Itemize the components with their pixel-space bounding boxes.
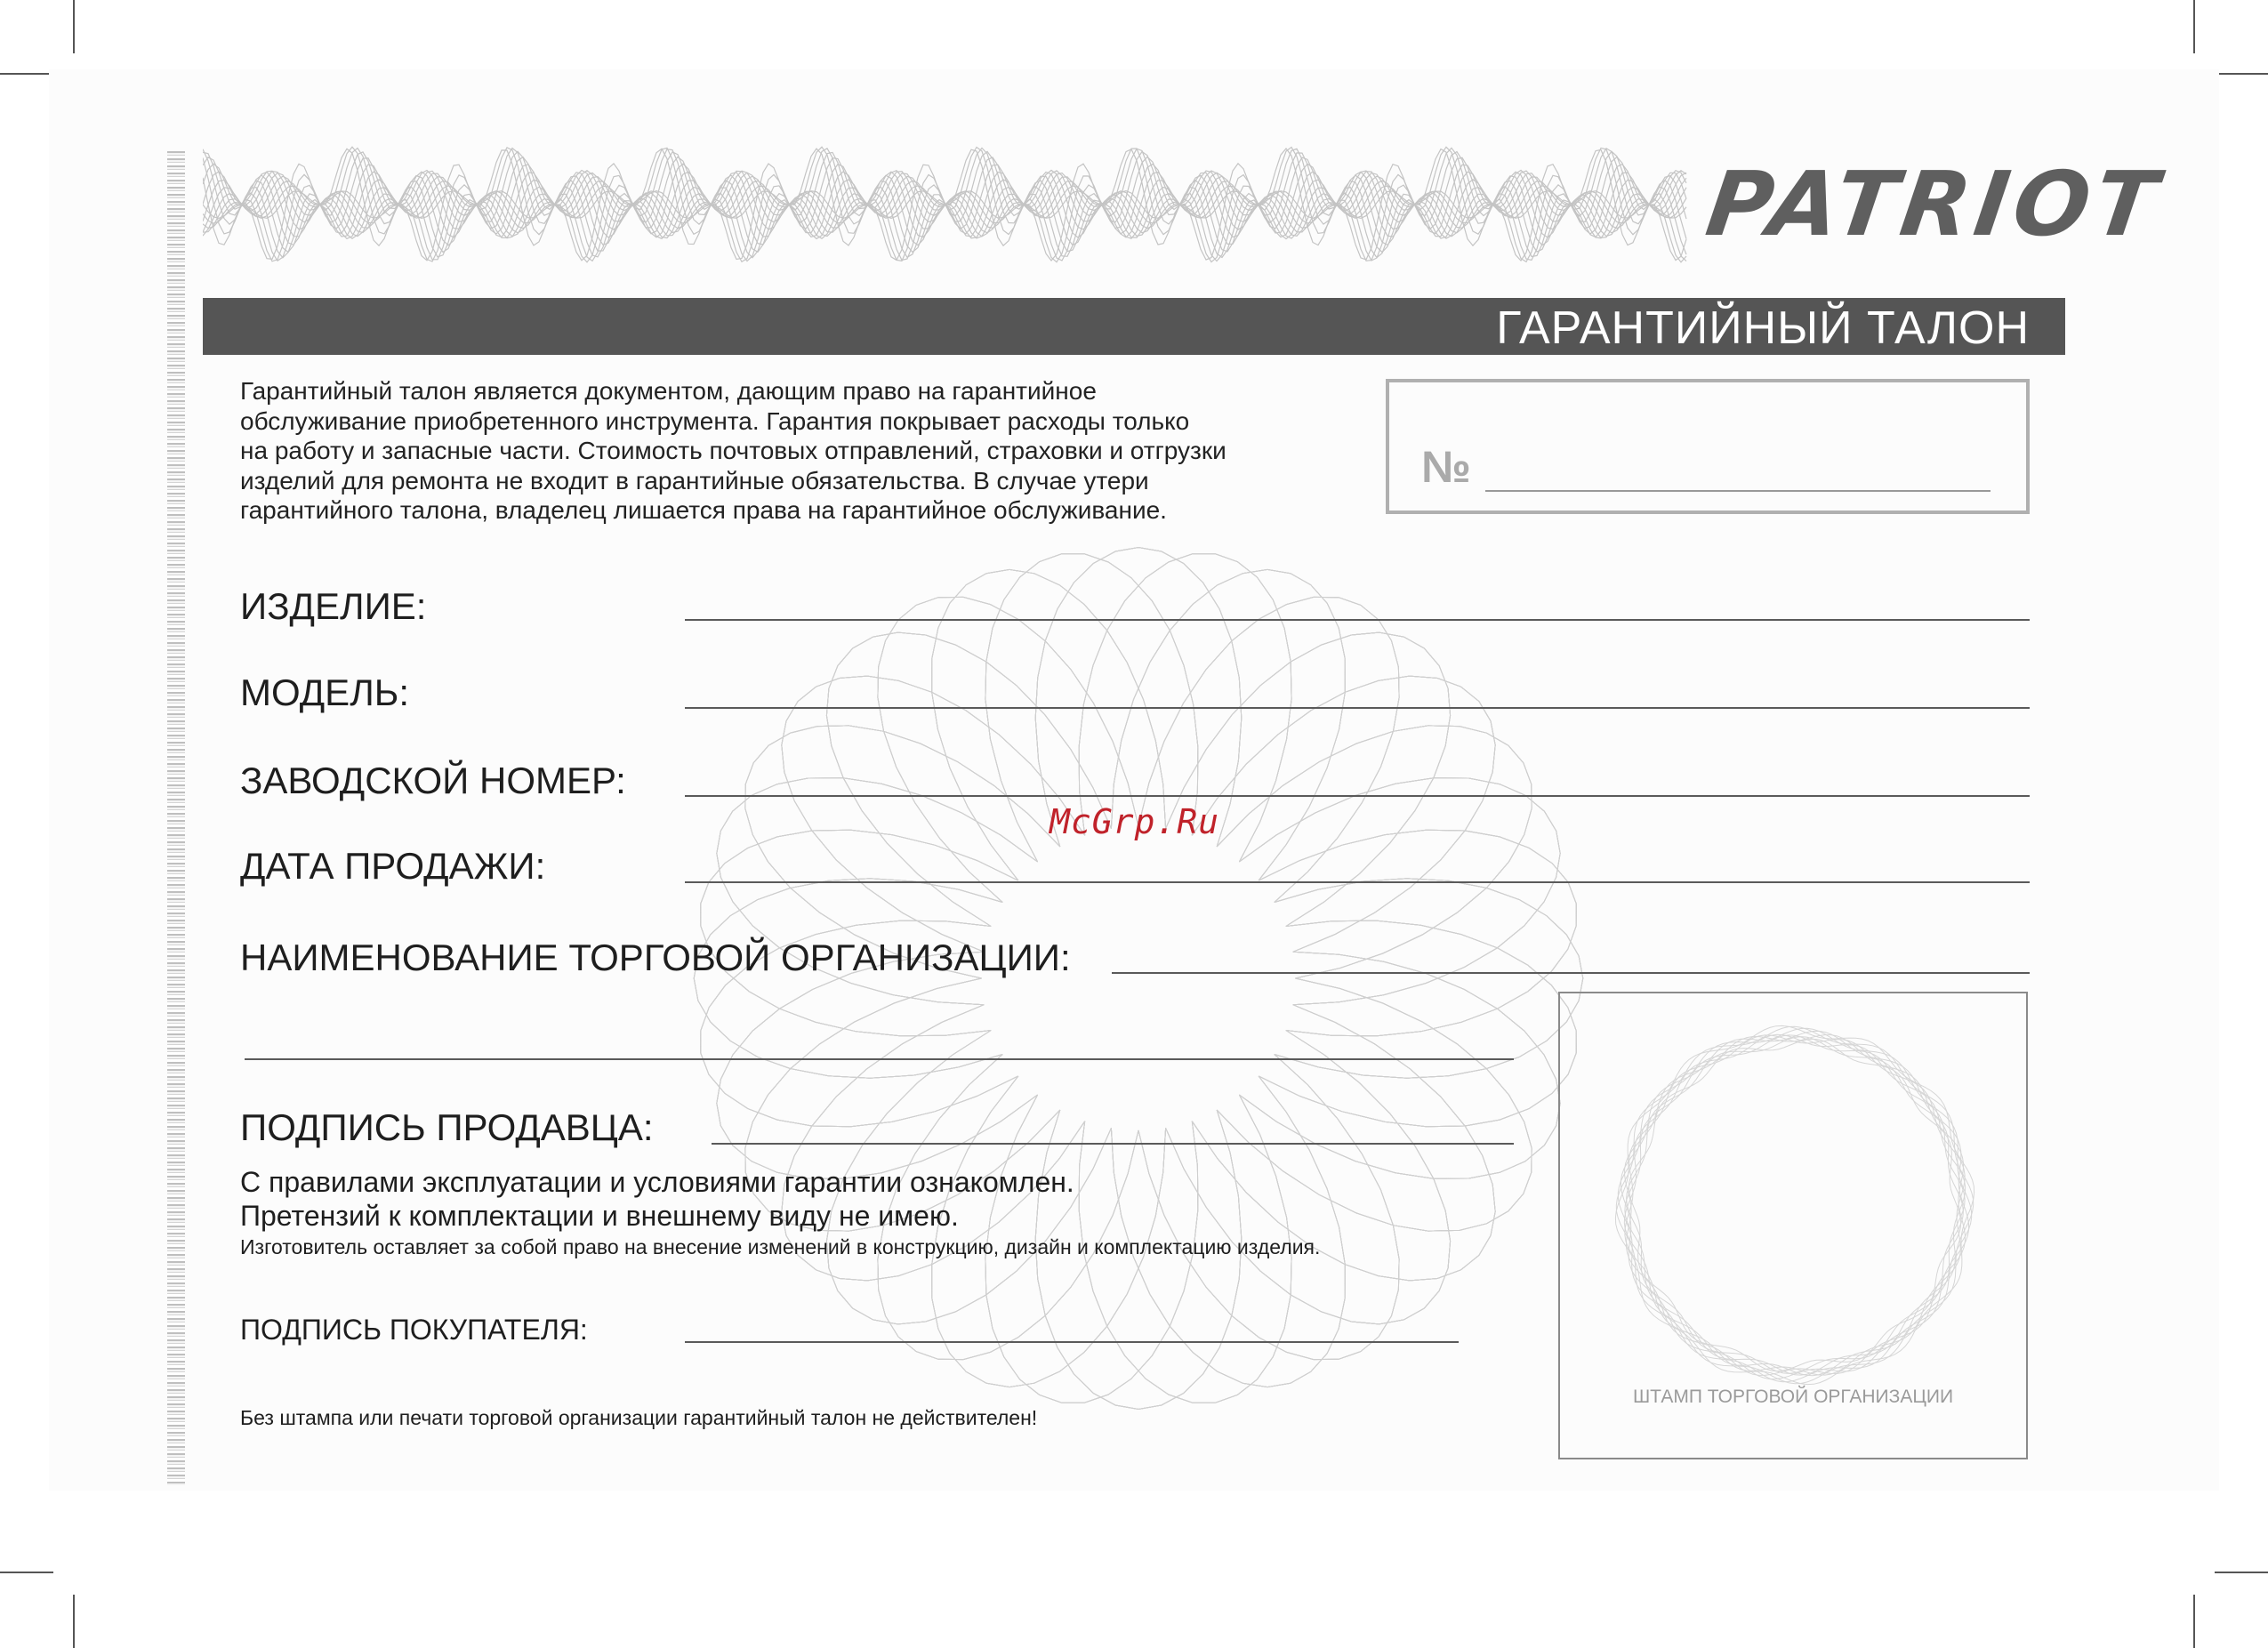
intro-line: обслуживание приобретенного инструмента. Гарантия покрывает расходы только xyxy=(240,406,1190,435)
crop-mark-top-right-v xyxy=(2193,0,2195,53)
page-title: ГАРАНТИЙНЫЙ ТАЛОН xyxy=(1496,302,2030,354)
crop-mark-top-right-h xyxy=(2215,73,2268,75)
guilloche-rosette xyxy=(569,498,1725,1494)
patriot-logo: PATRIOT xyxy=(1700,152,2168,256)
footer-note: Без штампа или печати торговой организации гарантийный талон не действителен! xyxy=(240,1406,1038,1429)
buyer-signature-field[interactable] xyxy=(685,1341,1459,1343)
crop-mark-top-left-v xyxy=(73,0,75,53)
product-label: ИЗДЕЛИЕ: xyxy=(240,585,427,627)
sale-date-field[interactable] xyxy=(685,881,2030,883)
guilloche-band-pattern xyxy=(203,133,1688,276)
stamp-ring xyxy=(1618,1028,1971,1381)
stamp-ring xyxy=(1627,1037,1964,1374)
crop-mark-bottom-left-v xyxy=(73,1595,75,1648)
organization-field[interactable] xyxy=(1112,972,2030,974)
stamp-label: ШТАМП ТОРГОВОЙ ОРГАНИЗАЦИИ xyxy=(1632,1387,1954,1407)
stamp-ring xyxy=(1615,1025,1974,1384)
acknowledgement-line-2: Претензий к комплектации и внешнему виду не имею. xyxy=(240,1200,959,1232)
manufacturer-note: Изготовитель оставляет за собой право на внесение изменений в конструкцию, дизайн и комплектацию изделия. xyxy=(240,1235,1321,1258)
model-field[interactable] xyxy=(685,707,2030,709)
organization-label: НАИМЕНОВАНИЕ ТОРГОВОЙ ОРГАНИЗАЦИИ: xyxy=(240,937,1071,978)
crop-mark-top-left-h xyxy=(0,73,53,75)
product-field[interactable] xyxy=(685,619,2030,621)
number-field[interactable] xyxy=(1485,490,1991,492)
acknowledgement-line-1: С правилами эксплуатации и условиями гарантии ознакомлен. xyxy=(240,1166,1074,1198)
sale-date-label: ДАТА ПРОДАЖИ: xyxy=(240,845,546,887)
serial-number-field[interactable] xyxy=(685,795,2030,797)
intro-line: гарантийного талона, владелец лишается права на гарантийное обслуживание. xyxy=(240,496,1167,524)
model-label: МОДЕЛЬ: xyxy=(240,671,409,713)
stamp-ring xyxy=(1616,1026,1973,1383)
microtext-strip xyxy=(167,151,185,1485)
stamp-ring xyxy=(1629,1039,1960,1371)
crop-mark-bottom-left-h xyxy=(0,1572,53,1573)
intro-line: Гарантийный талон является документом, дающим право на гарантийное xyxy=(240,377,1097,405)
crop-mark-bottom-right-v xyxy=(2193,1595,2195,1648)
stamp-area xyxy=(1558,992,2028,1459)
buyer-signature-label: ПОДПИСЬ ПОКУПАТЕЛЯ: xyxy=(240,1314,588,1346)
title-bar xyxy=(203,298,2065,355)
serial-number-label: ЗАВОДСКОЙ НОМЕР: xyxy=(240,760,626,801)
number-sign: № xyxy=(1421,442,1471,492)
intro-line: на работу и запасные части. Стоимость почтовых отправлений, страховки и отгрузки xyxy=(240,437,1226,464)
seller-signature-label: ПОДПИСЬ ПРОДАВЦА: xyxy=(240,1106,654,1148)
warranty-number-box xyxy=(1386,379,2030,514)
watermark-text: McGrp.Ru xyxy=(1050,802,1220,841)
intro-line: изделий для ремонта не входит в гарантийные обязательства. В случае утери xyxy=(240,466,1149,494)
crop-mark-bottom-right-h xyxy=(2215,1572,2268,1573)
seller-signature-field[interactable] xyxy=(712,1143,1514,1145)
organization-field-second-line[interactable] xyxy=(245,1058,1514,1060)
